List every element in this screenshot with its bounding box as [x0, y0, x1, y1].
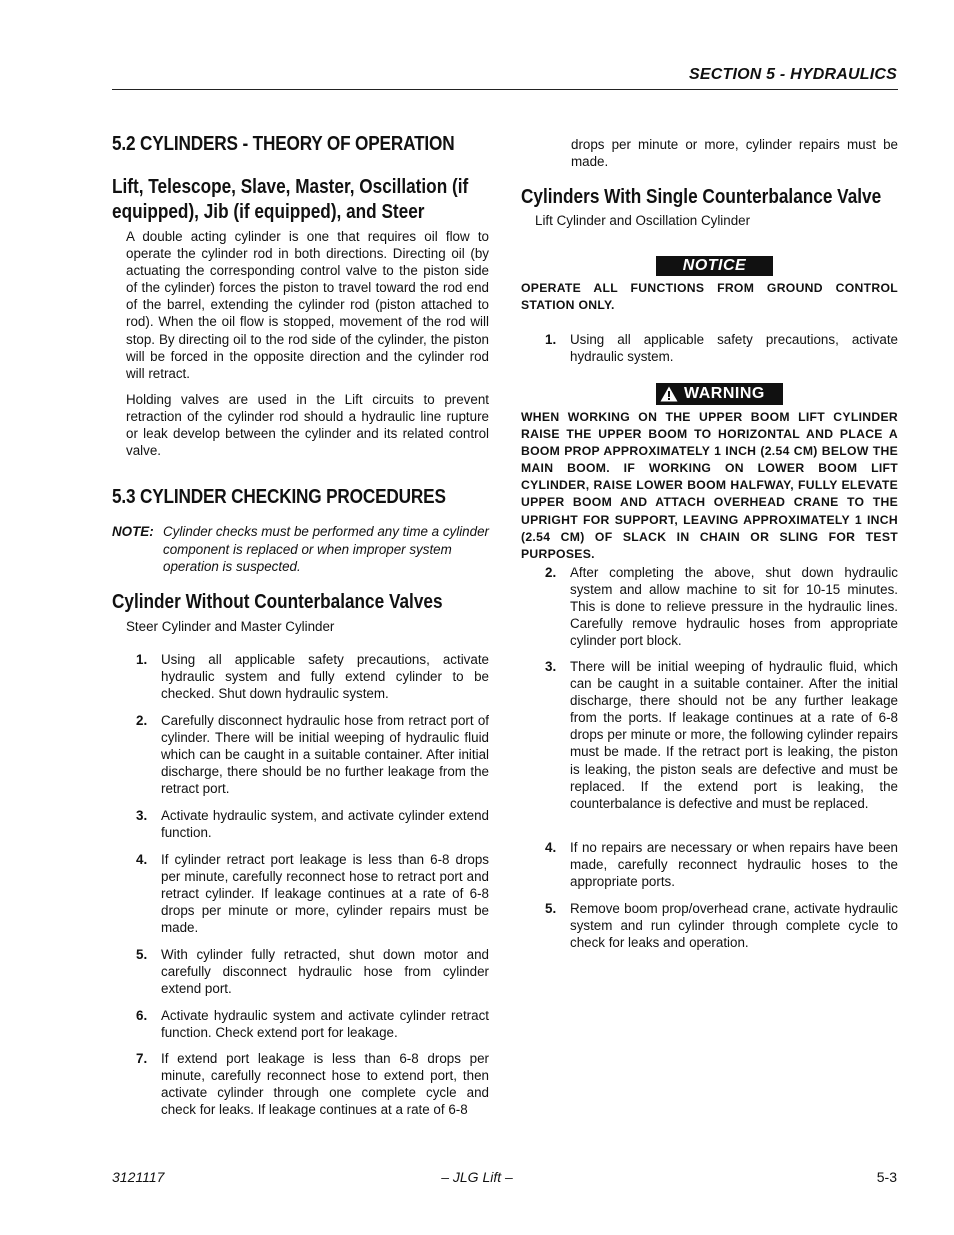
notice-badge: NOTICE: [656, 256, 773, 276]
continued-text: drops per minute or more, cylinder repairs must be made.: [571, 137, 898, 170]
notice-text: OPERATE ALL FUNCTIONS FROM GROUND CONTROL STATION ONLY.: [521, 281, 898, 313]
note-block: [112, 523, 489, 577]
warning-badge: [656, 383, 783, 405]
without-counterbalance-label: Steer Cylinder and Master Cylinder: [126, 619, 335, 634]
footer-doc-number: 3121117: [112, 1169, 165, 1185]
note-text: Cylinder checks must be performed any time a cylinder component is replaced or when improper system operation is suspected.: [163, 524, 489, 574]
header-rule: [112, 89, 898, 90]
single-counterbalance-label: Lift Cylinder and Oscillation Cylinder: [535, 213, 751, 228]
theory-paragraph-1: A double acting cylinder is one that requires oil flow to operate the cylinder rod in both directions. Directing oil (by actuating the corresponding control valve to the piston side of the cylinder) forces the piston to travel toward the rod end of the barrel, extending the cylinder rod (piston attached to rod). When the oil flow is stopped, movement of the rod will stop. By directing oil to the rod side of the cylinder, the piston will be forced in the opposite direction and the cylinder rod will retract.: [126, 229, 489, 381]
subsection-single-counterbalance-heading: Cylinders With Single Counterbalance Valve: [521, 186, 882, 208]
note-label: NOTE:: [112, 524, 154, 539]
section-5-2-heading: 5.2 CYLINDERS - THEORY OF OPERATION: [112, 133, 455, 155]
section-5-3-heading: 5.3 CYLINDER CHECKING PROCEDURES: [112, 486, 446, 508]
footer-center-text: – JLG Lift –: [441, 1169, 513, 1185]
subsection-line-1: Lift, Telescope, Slave, Master, Oscillation (if: [112, 176, 469, 198]
warning-text: WHEN WORKING ON THE UPPER BOOM LIFT CYLINDER RAISE THE UPPER BOOM TO HORIZONTAL AND PLACE A BOOM PROP APPROXIMATELY 1 INCH (2.54 CM) BELOW THE MAIN BOOM. IF WORKING ON LOWER BOOM LIFT CYLINDER, RAISE LOWER BOOM HALFWAY, FULLY ELEVATE UPPER BOOM AND ATTACH OVERHEAD CRANE TO THE UPRIGHT FOR SUPPORT, LEAVING APPROXIMATELY 1 INCH (2.54 CM) OF SLACK IN CHAIN OR SLING FOR TEST PURPOSES.: [521, 410, 898, 561]
footer-page-number: 5-3: [876, 1169, 897, 1185]
warning-triangle-icon: [660, 386, 678, 402]
warning-badge-label: WARNING: [684, 385, 765, 402]
subsection-line-2: equipped), Jib (if equipped), and Steer: [112, 201, 425, 223]
theory-paragraph-2: Holding valves are used in the Lift circuits to prevent retraction of the cylinder rod should a hydraulic line rupture or leak develop between the cylinder and its related control valve.: [126, 392, 489, 459]
subsection-lift-telescope-heading: [112, 175, 490, 225]
subsection-without-counterbalance-heading: Cylinder Without Counterbalance Valves: [112, 591, 443, 613]
section-header: SECTION 5 - HYDRAULICS: [689, 66, 897, 83]
